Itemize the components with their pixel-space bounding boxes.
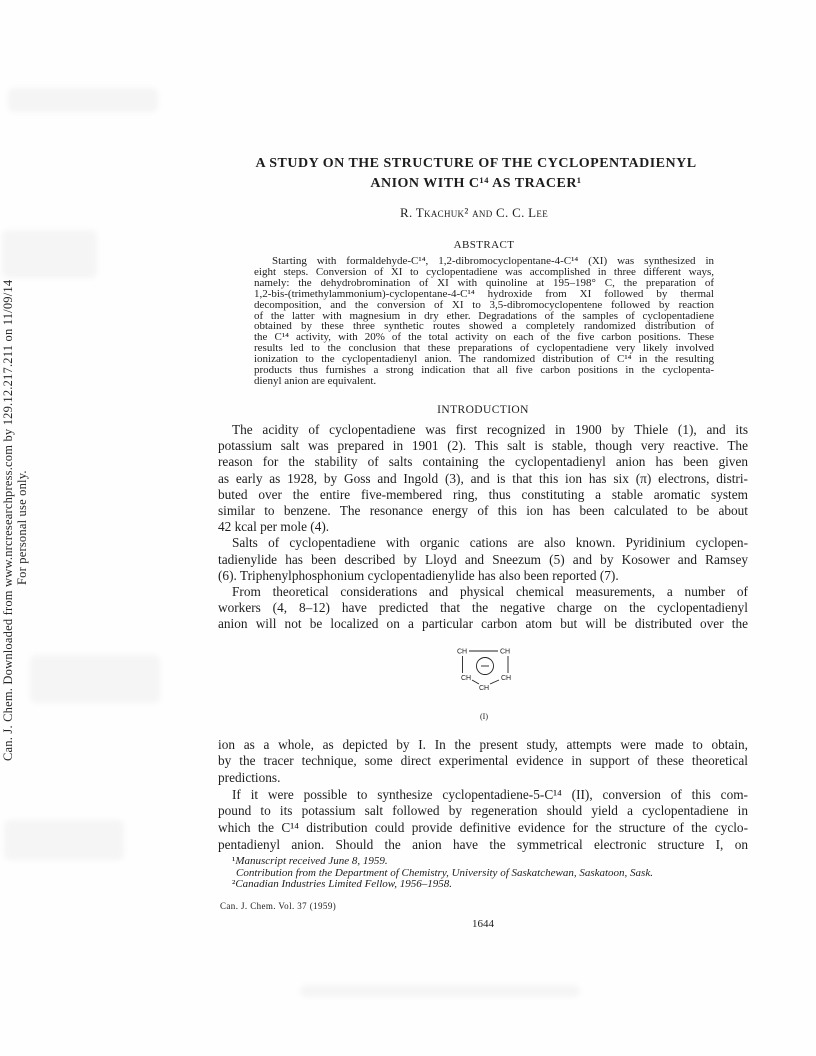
- abstract-line: of the latter with magnesium in dry ether. Degradations of the samples of cyclopentadiene: [254, 309, 714, 322]
- body-line: (6). Triphenylphosphonium cyclopentadienylide has also been reported (7).: [218, 567, 619, 583]
- introduction-text-continued: [218, 737, 748, 854]
- abstract-line: results led to the conclusion that these preparations of cyclopentadiene very likely involved: [254, 342, 714, 355]
- scan-noise: [2, 230, 97, 278]
- scan-noise: [4, 820, 124, 860]
- body-line: by the tracer technique, some direct experimental evidence in support of these theoretical: [218, 753, 748, 769]
- body-line: which the C¹⁴ distribution could provide definitive evidence for the structure of the cyclo-: [218, 820, 748, 836]
- scan-noise: [30, 655, 160, 703]
- atom-label: CH: [500, 675, 512, 682]
- bond-line: [472, 680, 479, 684]
- article-title: [226, 154, 726, 194]
- body-line: similar to benzene. The resonance energy of this ion has been calculated to be about: [218, 503, 748, 519]
- atom-label: CH: [460, 675, 472, 682]
- body-line: potassium salt was prepared in 1901 (2). This salt is stable, though very reactive. The: [218, 438, 748, 454]
- abstract-line: eight steps. Conversion of XI to cyclopentadiene was accomplished in three different ways,: [254, 265, 714, 278]
- body-line: predictions.: [218, 769, 281, 785]
- structure-label: (I): [480, 712, 488, 721]
- abstract-line: obtained by these three synthetic routes showed a completely randomized distribution of: [254, 320, 714, 333]
- abstract-heading: ABSTRACT: [453, 239, 515, 251]
- body-line: tadienylide has been described by Lloyd and Sneezum (5) and by Kosower and Ramsey: [218, 551, 748, 567]
- body-line: buted over the entire five-membered ring, thus constituting a stable aromatic system: [218, 486, 748, 502]
- journal-citation: Can. J. Chem. Vol. 37 (1959): [220, 901, 337, 911]
- abstract-line: decomposition, and the conversion of XI to 3,5-dibromocyclopentene followed by reaction: [254, 298, 714, 311]
- body-line: pound to its potassium salt followed by regeneration should yield a cyclopentadiene in: [218, 803, 748, 819]
- footnote-text: Manuscript received June 8, 1959.: [235, 855, 388, 867]
- title-line: A STUDY ON THE STRUCTURE OF THE CYCLOPENTADIENYL: [255, 156, 697, 171]
- footnotes: [232, 856, 653, 891]
- footnote-marker: ¹: [232, 855, 236, 867]
- body-line: anion will not be localized on a particular carbon atom but will be distributed over the: [218, 616, 748, 632]
- body-line: Salts of cyclopentadiene with organic cations are also known. Pyridinium cyclopen-: [232, 535, 748, 551]
- authors: R. Tkachuk² and C. C. Lee: [399, 205, 549, 220]
- body-line: 42 kcal per mole (4).: [218, 519, 330, 535]
- abstract-line: namely: the dehydrobromination of XI with quinoline at 195–198° C, the preparation of: [254, 276, 714, 289]
- abstract-text: [254, 256, 714, 387]
- personal-use-notice: For personal use only.: [15, 470, 29, 586]
- title-line: ANION WITH C¹⁴ AS TRACER¹: [370, 176, 582, 191]
- abstract-line: Starting with formaldehyde-C¹⁴, 1,2-dibromocyclopentane-4-C¹⁴ (XI) was synthesized in: [272, 255, 714, 267]
- atom-label: CH: [478, 685, 490, 692]
- cyclopentadienyl-anion-structure: [440, 640, 530, 696]
- atom-label: CH: [456, 648, 468, 656]
- bond-line: [490, 680, 499, 684]
- abstract-line: the C¹⁴ activity, with 20% of the total activity on each of the five carbon positions. These: [254, 331, 714, 344]
- footnote: [232, 879, 653, 891]
- footnote-marker: ²: [232, 878, 236, 890]
- abstract-line: products thus furnishes a strong indication that all five carbon positions in the cyclopenta-: [254, 364, 714, 377]
- abstract-line: ionization to the cyclopentadienyl anion. The randomized distribution of C¹⁴ in the resulting: [254, 353, 714, 366]
- abstract-line: dienyl anion are equivalent.: [254, 374, 377, 387]
- page-number: 1644: [472, 918, 494, 930]
- scan-noise: [8, 88, 158, 112]
- abstract-line: 1,2-bis-(trimethylammonium)-cyclopentane-4-C¹⁴ hydroxide from XI followed by thermal: [254, 287, 714, 300]
- download-notice: Can. J. Chem. Downloaded from www.nrcresearchpress.com by 129.12.217.211 on 11/09/14: [1, 279, 15, 761]
- body-line: as early as 1928, by Goss and Ingold (3), and is that this ion has six (π) electrons, distri-: [218, 470, 748, 486]
- body-line: workers (4, 8–12) have predicted that the negative charge on the cyclopentadienyl: [218, 600, 748, 616]
- body-line: ion as a whole, as depicted by I. In the present study, attempts were made to obtain,: [218, 736, 748, 752]
- scan-noise: [300, 985, 580, 997]
- introduction-heading: INTRODUCTION: [437, 404, 529, 416]
- body-line: From theoretical considerations and physical chemical measurements, a number of: [232, 584, 748, 600]
- footnote-text: Contribution from the Department of Chemistry, University of Saskatchewan, Saskatoon, Sask.: [236, 866, 653, 879]
- introduction-text: [218, 422, 748, 633]
- atom-label: CH: [499, 648, 511, 656]
- footnote-text: Canadian Industries Limited Fellow, 1956–1958.: [235, 878, 453, 890]
- body-line: reason for the stability of salts containing the cyclopentadienyl anion has been given: [218, 454, 748, 470]
- body-line: The acidity of cyclopentadiene was first recognized in 1900 by Thiele (1), and its: [232, 422, 748, 437]
- body-line: pentadienyl anion. Should the anion have the symmetrical electronic structure I, on: [218, 836, 748, 852]
- body-line: If it were possible to synthesize cyclopentadiene-5-C¹⁴ (II), conversion of this com-: [232, 786, 748, 802]
